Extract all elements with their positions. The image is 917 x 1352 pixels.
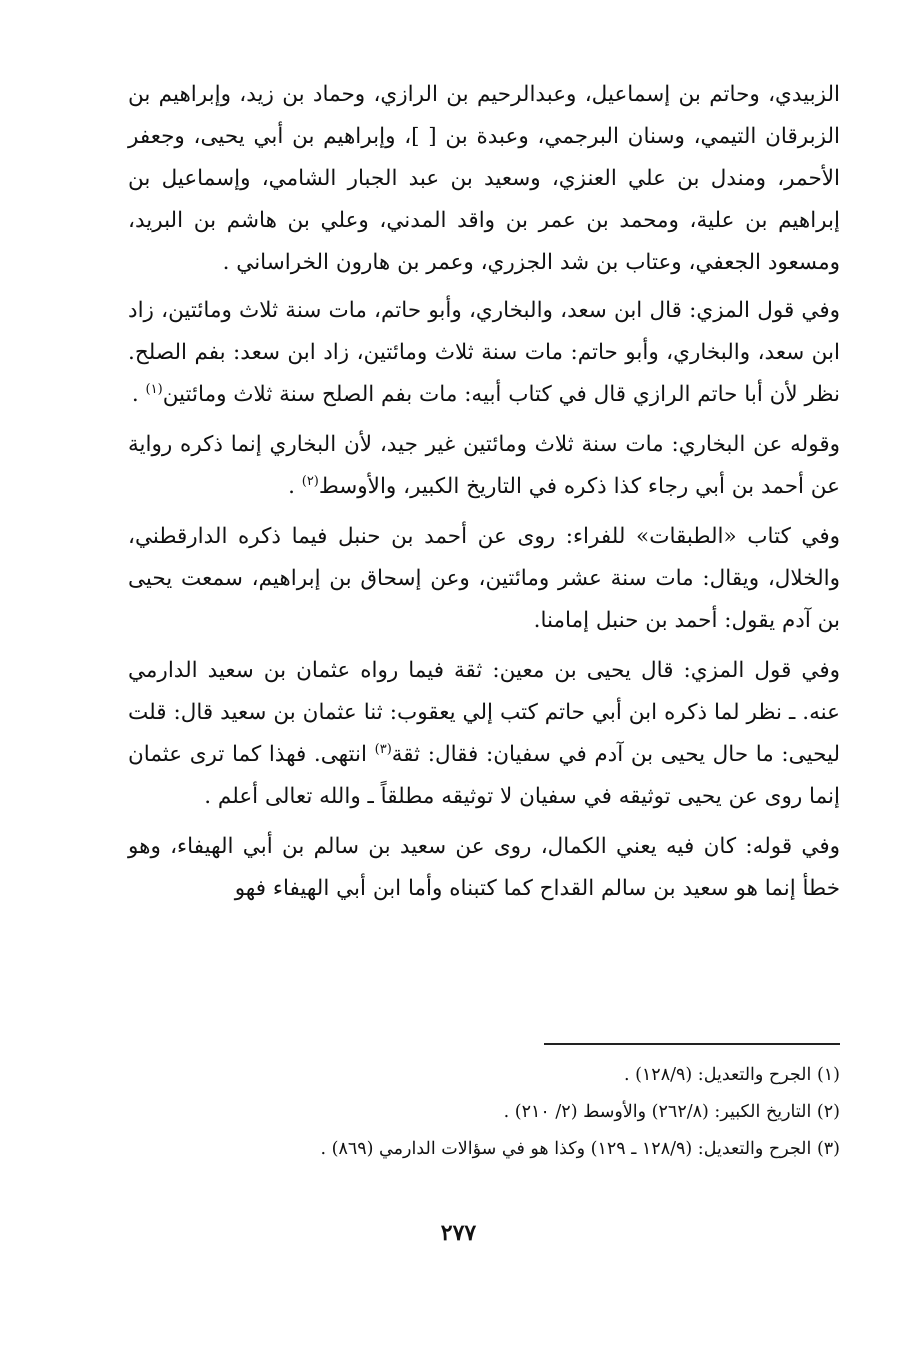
paragraph-text: وقوله عن البخاري: مات سنة ثلاث ومائتين غير جيد، لأن البخاري إنما ذكره رواية عن أحمد بن أبي رجاء كذا ذكره في التاريخ الكبير، والأوسط xyxy=(128,432,840,499)
paragraph xyxy=(128,74,840,284)
paragraph-text: وفي كتاب «الطبقات» للفراء: روى عن أحمد بن حنبل فيما ذكره الدارقطني، والخلال، ويقال: مات سنة عشر ومائتين، وعن إسحاق بن إبراهيم، سمعت يحيى بن آدم يقول: أحمد بن حنبل إمامنا. xyxy=(128,524,840,633)
paragraph xyxy=(128,826,840,910)
paragraph-text: انتهى. فهذا كما ترى عثمان إنما روى عن يحيى توثيقه في سفيان لا توثيقه مطلقاً ـ والله تعالى أعلم . xyxy=(128,742,840,809)
paragraph-text: وفي قول المزي: قال ابن سعد، والبخاري، وأبو حاتم، مات سنة ثلاث ومائتين، زاد ابن سعد، والبخاري، وأبو حاتم: مات سنة ثلاث ومائتين، زاد ابن سعد: بفم الصلح. نظر لأن أبا حاتم الرازي قال في كتاب أبيه: مات بفم الصلح سنة ثلاث ومائتين xyxy=(128,298,840,407)
footnote: (١) الجرح والتعديل: (١٢٨/٩) . xyxy=(623,1065,840,1085)
footnote-ref[interactable]: (١) xyxy=(145,381,163,397)
footnote-divider xyxy=(544,1043,840,1045)
paragraph-text: . xyxy=(131,382,146,407)
paragraph-text: وفي قول المزي: قال يحيى بن معين: ثقة فيما رواه عثمان بن سعيد الدارمي عنه. ـ نظر لما ذكره ابن أبي حاتم كتب إلي يعقوب: ثنا عثمان بن سعيد قال: قلت ليحيى: ما حال يحيى بن آدم في سفيان: فقال: ثقة xyxy=(128,658,840,767)
paragraph-text: وفي قوله: كان فيه يعني الكمال، روى عن سعيد بن سالم بن أبي الهيفاء، وهو خطأ إنما هو سعيد بن سالم القداح كما كتبناه وأما ابن أبي الهيفاء فهو xyxy=(128,834,840,901)
paragraph-text: . xyxy=(288,474,302,499)
paragraph xyxy=(128,424,840,508)
paragraph xyxy=(128,650,840,818)
page-body xyxy=(128,74,840,918)
paragraph-text: الزبيدي، وحاتم بن إسماعيل، وعبدالرحيم بن الرازي، وحماد بن زيد، وإبراهيم بن الزبرقان التيمي، وسنان البرجمي، وعبدة بن [ ]، وإبراهيم بن أبي يحيى، وجعفر الأحمر، ومندل بن علي العنزي، وسعيد بن عبد الجبار الشامي، وإسماعيل بن إبراهيم بن علية، ومحمد بن عمر بن واقد المدني، وعلي بن هاشم بن البريد، ومسعود الجعفي، وعتاب بن شد الجزري، وعمر بن هارون الخراساني . xyxy=(128,82,840,275)
paragraph xyxy=(128,290,840,416)
footnotes xyxy=(128,1058,840,1169)
paragraph xyxy=(128,516,840,642)
footnote: (٣) الجرح والتعديل: (١٢٨/٩ ـ ١٢٩) وكذا هو في سؤالات الدارمي (٨٦٩) . xyxy=(320,1139,840,1159)
footnote: (٢) التاريخ الكبير: (٢٦٢/٨) والأوسط (٢/ ٢١٠) . xyxy=(503,1102,840,1122)
page-number: ٢٧٧ xyxy=(440,1220,477,1246)
footnote-ref[interactable]: (٢) xyxy=(301,473,319,489)
footnote-ref[interactable]: (٣) xyxy=(374,741,392,757)
